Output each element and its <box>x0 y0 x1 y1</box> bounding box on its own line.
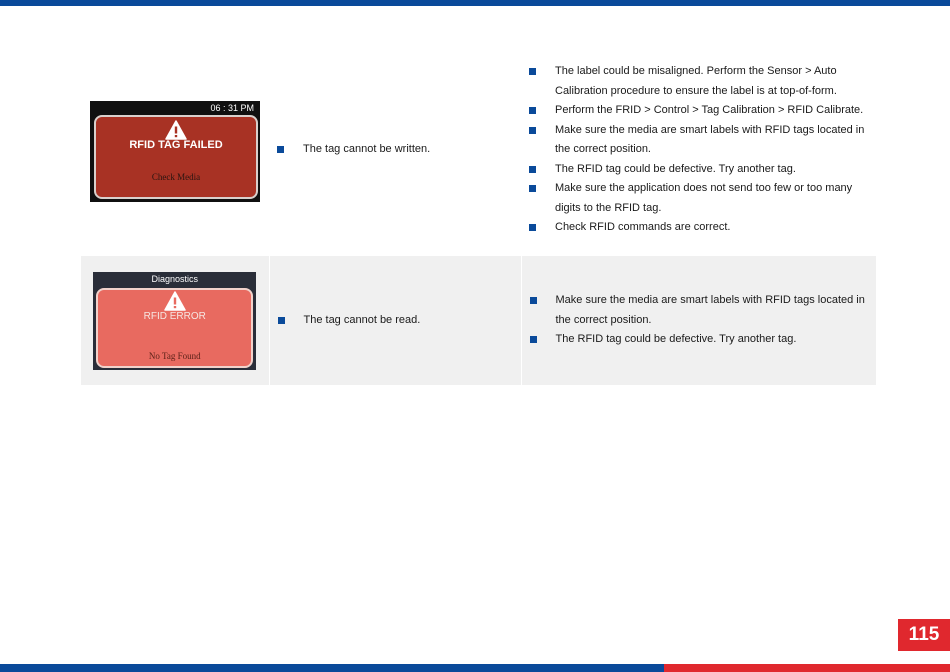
bottom-accent-bar <box>0 664 950 672</box>
cause-cell <box>269 44 521 256</box>
table-row <box>81 256 876 385</box>
solution-item: The label could be misaligned. Perform the Sensor > Auto Calibration procedure to ensure the label is at top-of-form. <box>529 62 866 101</box>
lcd-screen-rfid-tag-failed <box>90 101 260 202</box>
solution-list <box>530 291 867 350</box>
bottom-bar-blue <box>0 664 664 672</box>
solution-item: The RFID tag could be defective. Try another tag. <box>530 330 867 350</box>
cause-item: The tag cannot be read. <box>278 311 521 331</box>
lcd-error-title: RFID TAG FAILED <box>129 138 223 151</box>
screen-cell <box>81 44 269 256</box>
lcd-clock: 06 : 31 PM <box>210 102 254 113</box>
solution-cell <box>521 256 876 385</box>
warning-icon <box>164 291 186 311</box>
top-accent-bar <box>0 0 950 6</box>
lcd-error-panel <box>96 288 253 368</box>
solution-item: Make sure the media are smart labels with RFID tags located in the correct position. <box>530 291 867 330</box>
solution-item: Make sure the application does not send too few or too many digits to the RFID tag. <box>529 179 866 218</box>
lcd-header: Diagnostics <box>151 273 199 284</box>
lcd-screen-rfid-error <box>93 272 256 370</box>
cause-list <box>277 140 521 160</box>
solution-cell <box>521 44 876 256</box>
lcd-error-title: RFID ERROR <box>143 310 206 322</box>
solution-item: The RFID tag could be defective. Try another tag. <box>529 160 866 180</box>
troubleshooting-table <box>81 44 876 385</box>
cause-item: The tag cannot be written. <box>277 140 521 160</box>
lcd-error-subtitle: Check Media <box>151 171 201 182</box>
solution-item: Perform the FRID > Control > Tag Calibration > RFID Calibrate. <box>529 101 866 121</box>
screen-cell <box>81 256 269 385</box>
bottom-bar-red <box>664 664 950 672</box>
table-row <box>81 44 876 256</box>
solution-item: Make sure the media are smart labels with RFID tags located in the correct position. <box>529 121 866 160</box>
page-number: 115 <box>898 619 950 651</box>
warning-icon <box>165 120 187 140</box>
lcd-error-panel <box>94 115 258 199</box>
cause-cell <box>269 256 521 385</box>
cause-list <box>278 311 521 331</box>
solution-item: Check RFID commands are correct. <box>529 218 866 238</box>
lcd-error-subtitle: No Tag Found <box>148 350 201 361</box>
solution-list <box>529 62 866 238</box>
